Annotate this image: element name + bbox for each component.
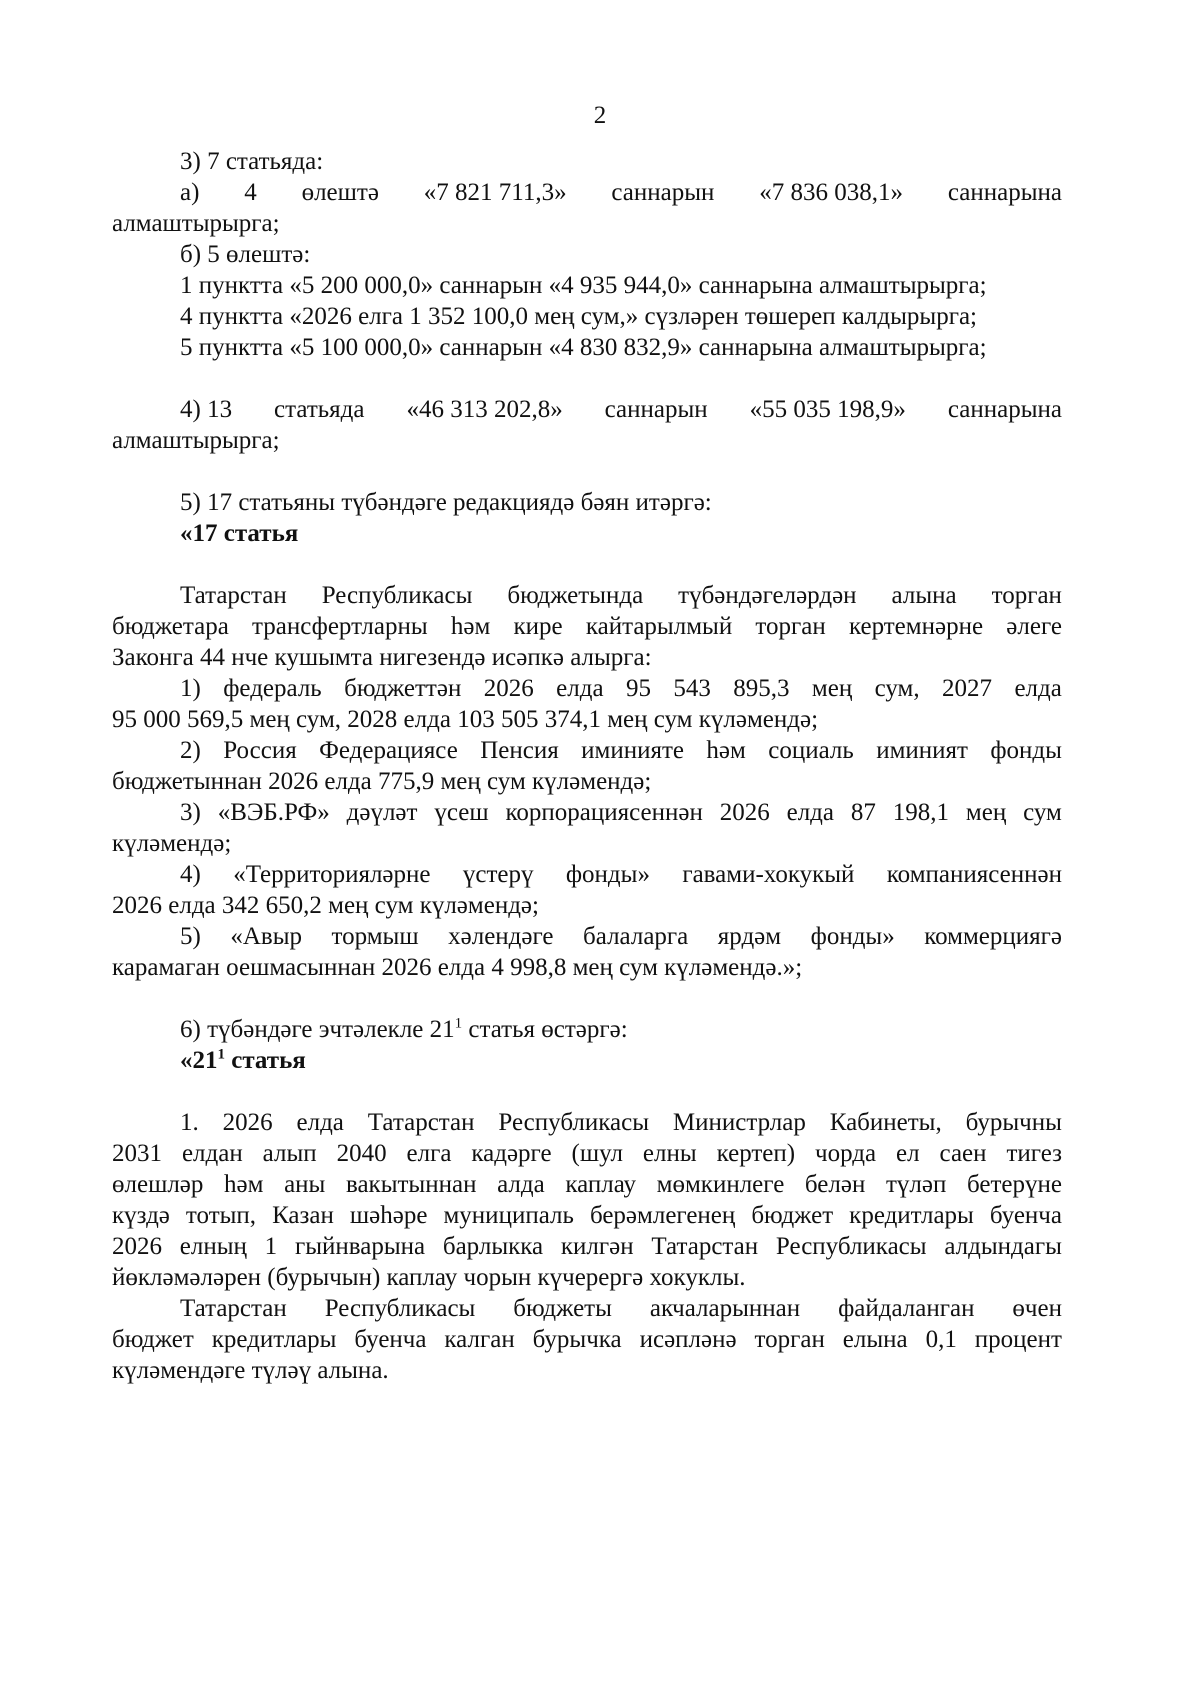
word: Татарстан [367, 1109, 475, 1136]
word: бюджет [112, 1326, 194, 1353]
word: 87 [850, 799, 876, 826]
word: торган [991, 582, 1062, 609]
word: торган [754, 1326, 825, 1353]
article-17-subitem-5-continuation: карамаган оешмасыннан 2026 елда 4 998,8 мең сум күләмендә.»; [112, 954, 803, 981]
word: коммерциягә [924, 923, 1062, 950]
word: елны [642, 1140, 697, 1167]
item3-intro: 3) 7 статьяда: [180, 148, 324, 175]
article-17-subitem-2-continuation: бюджетыннан 2026 елда 775,9 мең сум күләмендә; [112, 768, 652, 795]
word: хәлендәге [448, 923, 554, 950]
word: әлеге [1006, 613, 1062, 640]
article-17-paragraph-line [112, 611, 1062, 642]
word: фонды» [565, 861, 650, 888]
word: елдан [181, 1140, 243, 1167]
word: бюджеты [513, 1295, 612, 1322]
word: 1) [180, 675, 201, 702]
word: өлешләр [112, 1171, 204, 1198]
word: 2026 [222, 1109, 273, 1136]
word: компаниясеннән [886, 861, 1062, 888]
article-21-1-paragraph-line [112, 1324, 1062, 1355]
word: саннарын [611, 179, 715, 206]
word: 543 [673, 675, 711, 702]
item4-continuation: алмаштырырга; [112, 427, 280, 454]
item4-line [180, 394, 1062, 425]
word: 95 [625, 675, 651, 702]
word: фонды» [810, 923, 895, 950]
word: калган [444, 1326, 515, 1353]
word: елына [842, 1326, 908, 1353]
article-17-subitem-4-continuation: 2026 елда 342 650,2 мең сум күләмендә; [112, 892, 539, 919]
item3-a-line [180, 177, 1062, 208]
page-number: 2 [593, 102, 607, 129]
word: 2027 [942, 675, 993, 702]
article-17-subitem-1 [180, 673, 1062, 704]
article-21-1-paragraph-line [112, 1200, 1062, 1231]
word: килгән [560, 1233, 634, 1260]
word: һәм [706, 737, 746, 764]
word: елда [556, 675, 604, 702]
word: акчаларыннан [649, 1295, 801, 1322]
word: бюджеттән [344, 675, 462, 702]
word: Татарстан [180, 1295, 287, 1322]
word: муниципаль [443, 1202, 574, 1229]
word: Пенсия [480, 737, 559, 764]
word: 2031 [112, 1140, 162, 1167]
word: алына [891, 582, 957, 609]
word: балаларга [583, 923, 689, 950]
word: трансфертларны [252, 613, 428, 640]
word: иминияте [581, 737, 684, 764]
word: саннарына [947, 396, 1062, 423]
word: ярдәм [717, 923, 782, 950]
article-21-1-heading: «$21^1$ статья [180, 1046, 306, 1074]
word: федераль [223, 675, 322, 702]
word: сум, [874, 675, 920, 702]
word: (шул [571, 1140, 623, 1167]
word: Республикасы [321, 582, 473, 609]
word: кире [513, 613, 563, 640]
word: фонды [990, 737, 1062, 764]
word: Татарстан [180, 582, 287, 609]
word: 2040 [336, 1140, 387, 1167]
article-21-1-paragraph-line [112, 1231, 1062, 1262]
word: буенча [354, 1326, 427, 1353]
word: саннарына [947, 179, 1062, 206]
word: мөмкинлеге [656, 1171, 785, 1198]
word: кредитлары [849, 1202, 974, 1229]
word: Казан [272, 1202, 334, 1229]
word: исәпләнә [639, 1326, 737, 1353]
article-21-1-paragraph-line: күләмендәге түләү алына. [112, 1357, 389, 1384]
word: тигез [1006, 1140, 1062, 1167]
word: 1. [180, 1109, 199, 1136]
word: корпорациясеннән [505, 799, 703, 826]
word: тормыш [331, 923, 419, 950]
word: бурычны [965, 1109, 1062, 1136]
word: барлыкка [442, 1233, 544, 1260]
word: Федерациясе [319, 737, 458, 764]
word: мең [965, 799, 1007, 826]
word: 198,1 [892, 799, 950, 826]
article-17-subitem-5 [180, 921, 1062, 952]
article-17-subitem-3 [180, 797, 1062, 828]
word: елда [786, 799, 834, 826]
word: берәмлегенең [589, 1202, 736, 1229]
article-17-subitem-3-continuation: күләмендә; [112, 830, 232, 857]
word: тотып, [185, 1202, 257, 1229]
article-17-subitem-2 [180, 735, 1062, 766]
item5-intro: 5) 17 статьяны түбәндәге редакциядә бәян итәргә: [180, 489, 712, 516]
word: бюджет [751, 1202, 834, 1229]
word: а) [180, 179, 200, 206]
word: саннарын [604, 396, 708, 423]
word: 4) 13 [180, 396, 233, 423]
word: кайтарылмый [585, 613, 733, 640]
word: Кабинеты, [829, 1109, 942, 1136]
word: 3) [180, 799, 201, 826]
word: 2) [180, 737, 201, 764]
word: Республикасы [775, 1233, 927, 1260]
word: социаль [768, 737, 854, 764]
word: буенча [989, 1202, 1062, 1229]
article-17-paragraph-line [180, 580, 1062, 611]
word: алып [262, 1140, 317, 1167]
word: түбәндәгеләрдән [678, 582, 857, 609]
word: бетерүне [967, 1171, 1062, 1198]
word: һәм [450, 613, 491, 640]
word: һәм [224, 1171, 264, 1198]
word: Татарстан [651, 1233, 759, 1260]
word: «7 836 038,1» [759, 179, 904, 206]
word: «Авыр [230, 923, 302, 950]
word: 0,1 [925, 1326, 957, 1353]
word: каплау [565, 1171, 637, 1198]
word: аны [284, 1171, 326, 1198]
word: дәүләт [346, 799, 418, 826]
article-17-subitem-4 [180, 859, 1062, 890]
word: кредитлары [211, 1326, 337, 1353]
word: түләп [885, 1171, 947, 1198]
word: сум [1023, 799, 1062, 826]
word: Республикасы [498, 1109, 650, 1136]
word: «55 035 198,9» [749, 396, 906, 423]
word: гавами-хокукый [682, 861, 855, 888]
word: 4 [244, 179, 257, 206]
word: ел [896, 1140, 920, 1167]
article-21-1-paragraph-line [112, 1169, 1062, 1200]
word: 2026 [719, 799, 770, 826]
word: өлештә [301, 179, 379, 206]
word: файдаланган [838, 1295, 975, 1322]
word: бюджетында [507, 582, 644, 609]
article-21-1-paragraph-line: йөкләмәләрен (бурычын) каплау чорын күчерергә хокуклы. [112, 1264, 746, 1291]
word: 4) [180, 861, 201, 888]
word: елда [296, 1109, 344, 1136]
word: елга [406, 1140, 452, 1167]
word: «Территорияләрне [233, 861, 431, 888]
word: алдындагы [944, 1233, 1062, 1260]
word: процент [974, 1326, 1062, 1353]
word: күздә [112, 1202, 170, 1229]
word: Россия [223, 737, 297, 764]
word: статьяда [274, 396, 365, 423]
article-17-paragraph-line: Законга 44 нче кушымта нигезендә исәпкә алырга: [112, 644, 652, 671]
word: өчен [1012, 1295, 1062, 1322]
word: елның [179, 1233, 247, 1260]
word: үсеш [434, 799, 489, 826]
article-21-1-paragraph-line [180, 1107, 1062, 1138]
item3-b-line: 1 пунктта «5 200 000,0» саннарын «4 935 944,0» саннарына алмаштырырга; [180, 272, 987, 299]
word: 1 [264, 1233, 278, 1260]
item6-intro: 6) түбәндәге эчтәлекле $21^1$ статья өстәргә: [180, 1015, 628, 1043]
word: торган [755, 613, 826, 640]
word: бурычка [532, 1326, 622, 1353]
article-21-1-paragraph-line [180, 1293, 1062, 1324]
word: кертеп) [716, 1140, 796, 1167]
word: бюджетара [112, 613, 229, 640]
word: Республикасы [324, 1295, 476, 1322]
word: вакытыннан [345, 1171, 477, 1198]
word: кадәрге [471, 1140, 552, 1167]
word: гыйнварына [294, 1233, 426, 1260]
word: чорда [815, 1140, 877, 1167]
word: 2026 [112, 1233, 162, 1260]
item3-b-intro: б) 5 өлештә: [180, 241, 311, 268]
word: кертемнәрне [848, 613, 984, 640]
word: «7 821 711,3» [423, 179, 567, 206]
article-17-subitem-1-continuation: 95 000 569,5 мең сум, 2028 елда 103 505 374,1 мең сум күләмендә; [112, 706, 819, 733]
article-17-heading: «17 статья [180, 520, 299, 547]
word: елда [1014, 675, 1062, 702]
word: үстерү [462, 861, 534, 888]
word: саен [939, 1140, 987, 1167]
word: 2026 [483, 675, 534, 702]
item3-b-line: 4 пунктта «2026 елга 1 352 100,0 мең сум,» сүзләрен төшереп калдырырга; [180, 303, 977, 330]
word: «ВЭБ.РФ» [217, 799, 330, 826]
word: белән [804, 1171, 866, 1198]
word: шәһәре [349, 1202, 428, 1229]
word: алда [497, 1171, 545, 1198]
article-21-1-paragraph-line [112, 1138, 1062, 1169]
item3-a-continuation: алмаштырырга; [112, 210, 280, 237]
word: мең [811, 675, 853, 702]
word: Министрлар [672, 1109, 806, 1136]
item3-b-line: 5 пунктта «5 100 000,0» саннарын «4 830 832,9» саннарына алмаштырырга; [180, 334, 987, 361]
word: 895,3 [733, 675, 790, 702]
word: 5) [180, 923, 201, 950]
word: иминият [876, 737, 968, 764]
word: «46 313 202,8» [406, 396, 563, 423]
